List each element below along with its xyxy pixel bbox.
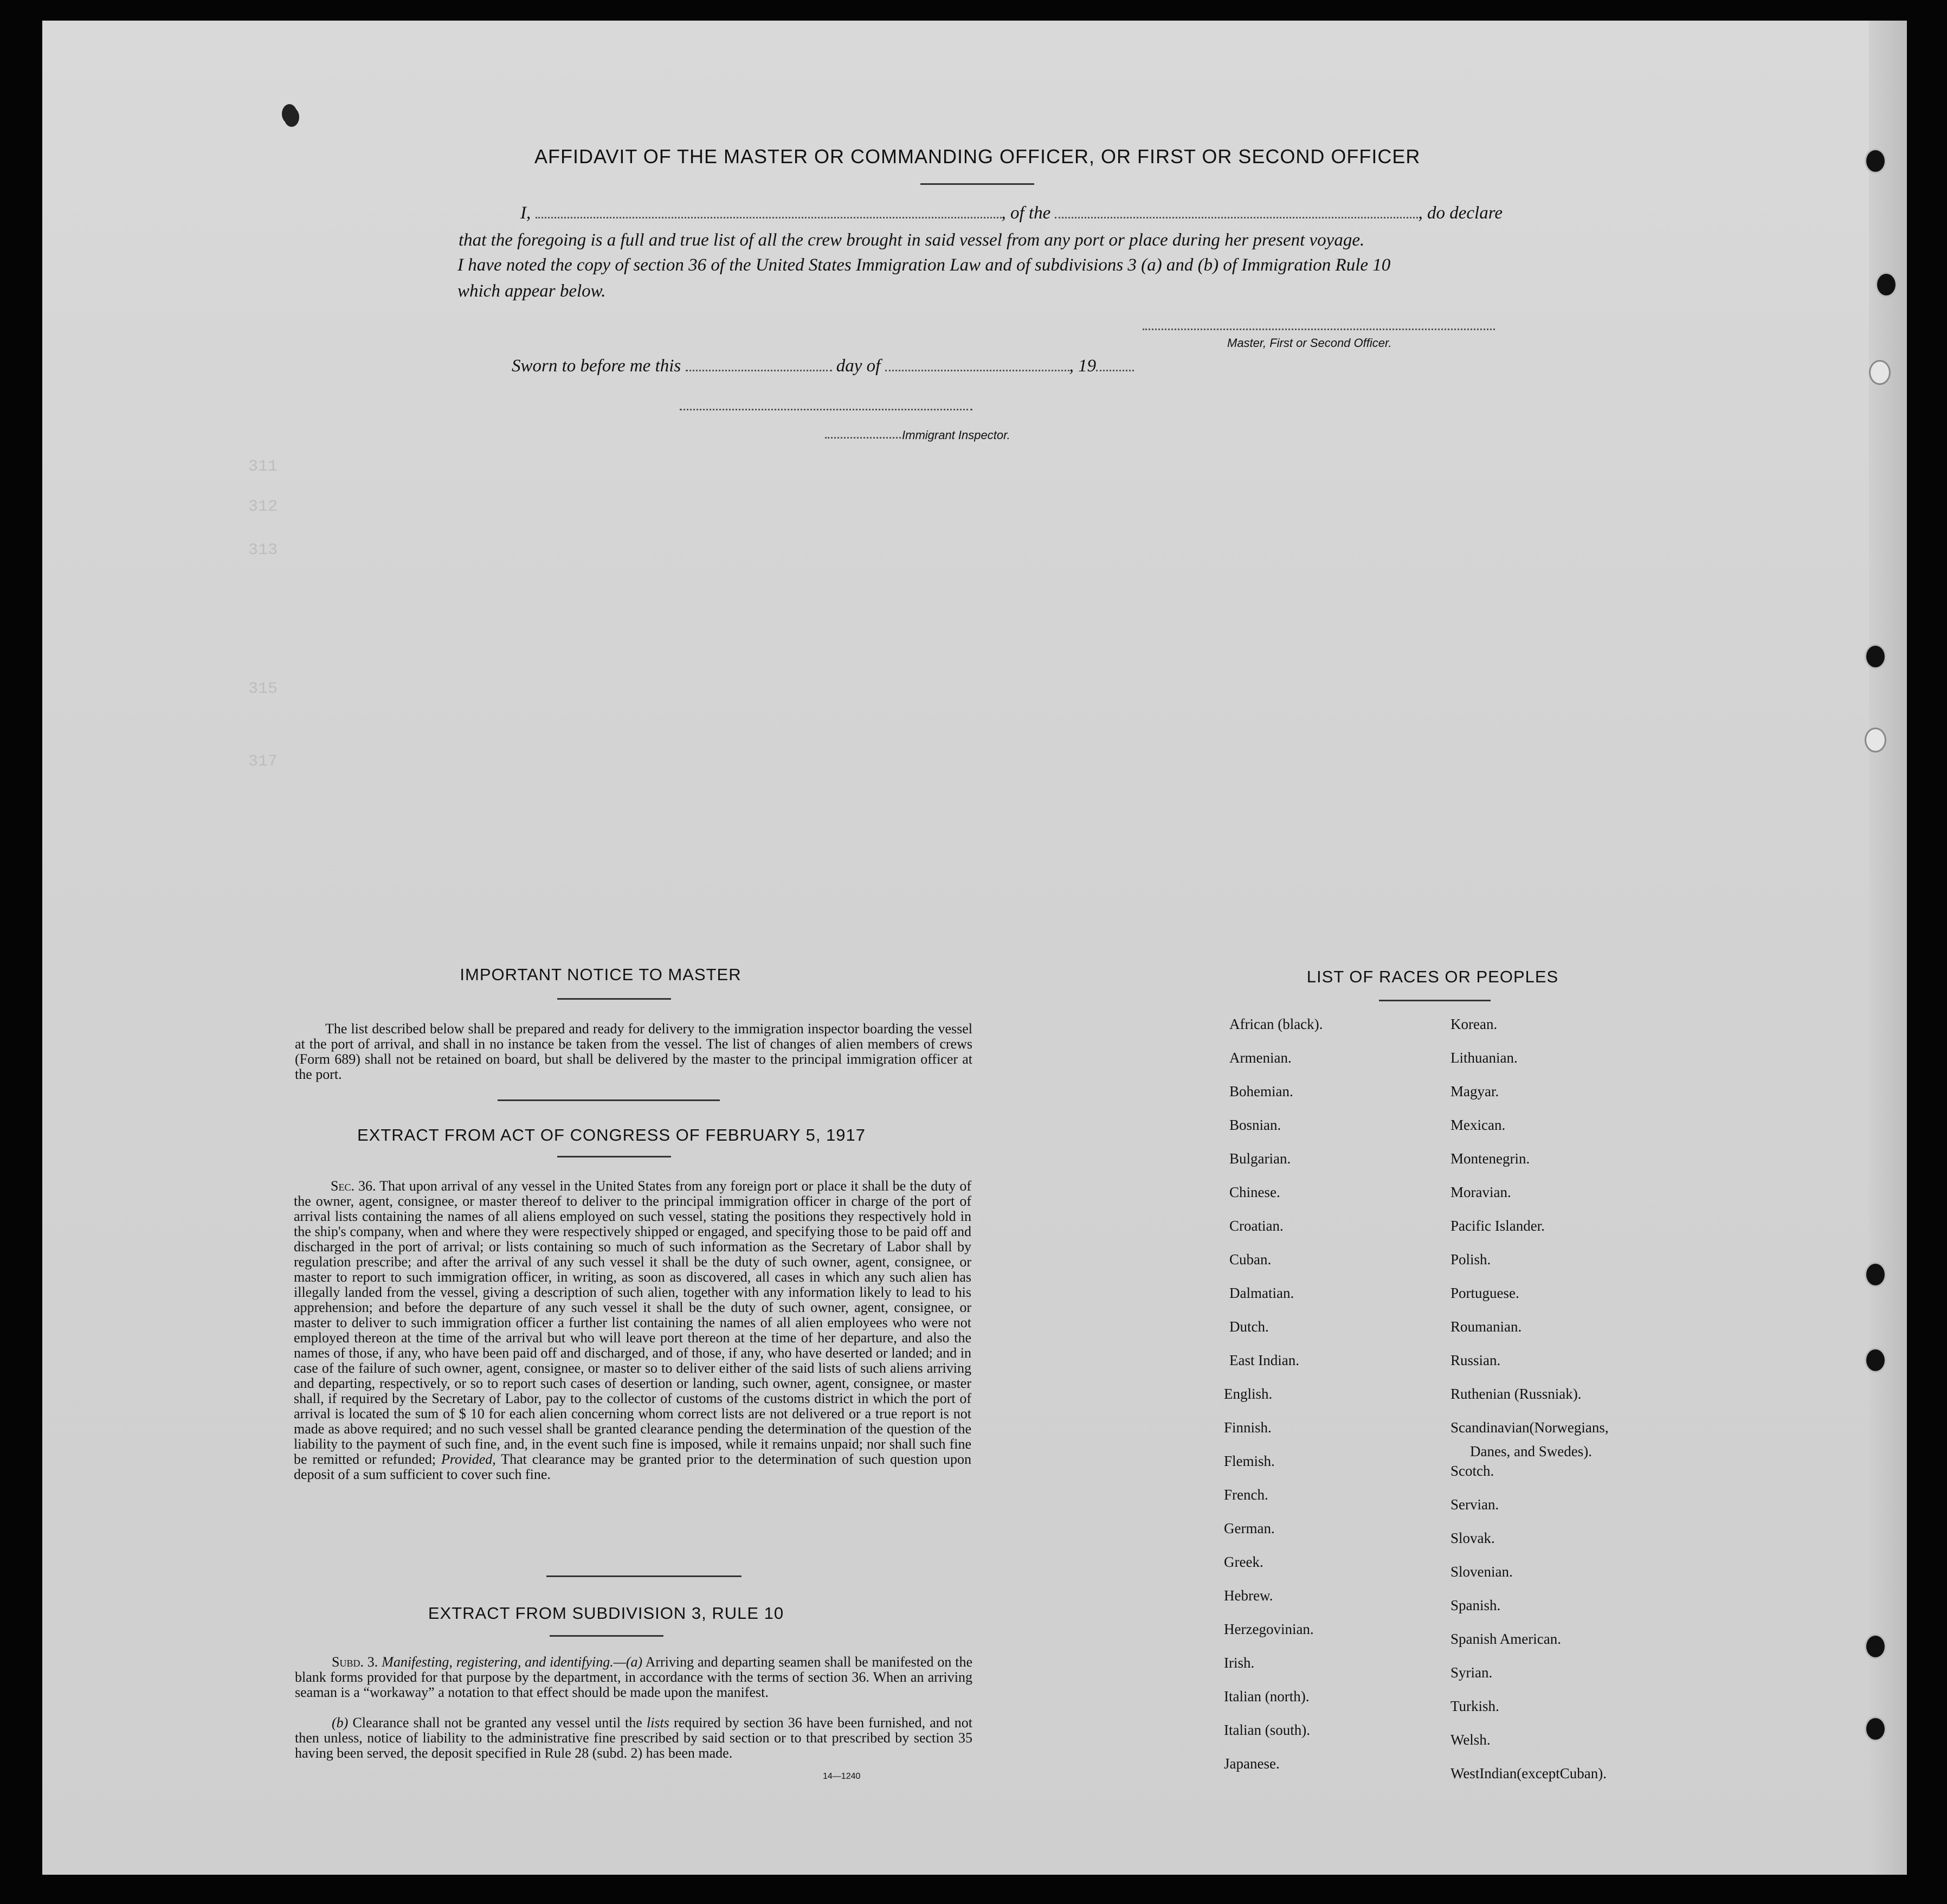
form-number: 14—1240 — [823, 1772, 861, 1781]
affidavit-title: AFFIDAVIT OF THE MASTER OR COMMANDING OFFICER, OR FIRST OR SECOND OFFICER — [534, 145, 1421, 168]
lists-word: lists — [646, 1715, 669, 1731]
document-page — [42, 21, 1907, 1875]
notice-text: The list described below shall be prepared and ready for delivery to the immigration inspector boarding the vessel at the port of arrival, and shall in no instance be taken from the vessel. The list of changes of alien members of crews (Form 689) shall not be retained on board, but shall be delivered by the master to the principal immigration officer at the port. — [295, 1021, 972, 1082]
race-item: Pacific Islander. — [1450, 1218, 1545, 1234]
binder-hole — [1865, 1348, 1886, 1373]
race-item: Montenegrin. — [1450, 1150, 1530, 1167]
race-item: Flemish. — [1224, 1453, 1275, 1469]
race-item: Dalmatian. — [1229, 1285, 1294, 1301]
subdivision-heading: Manifesting, registering, and identifying.—(a) — [382, 1654, 643, 1670]
subdivision-text-a: Arriving and departing seamen shall be manifested on the blank forms provided for that purpose by the department, in accordance with the terms of section 36. When an arriving seaman is a “workaway” a notation to that effect should be made upon the manifest. — [295, 1654, 972, 1700]
day-of-label: day of — [836, 356, 881, 376]
binder-hole — [1865, 149, 1886, 173]
race-item: Russian. — [1450, 1352, 1501, 1368]
year-prefix-label: , 19 — [1069, 356, 1097, 376]
day-blank[interactable] — [686, 356, 832, 371]
race-item: Slovak. — [1450, 1530, 1495, 1546]
race-item: Finnish. — [1224, 1419, 1272, 1436]
notice-title: IMPORTANT NOTICE TO MASTER — [460, 965, 742, 984]
race-item: Lithuanian. — [1450, 1050, 1518, 1066]
year-blank[interactable] — [1096, 356, 1134, 371]
affidavit-i-label: I, — [520, 203, 531, 223]
race-item: Herzegovinian. — [1224, 1621, 1314, 1637]
races-column-1 — [1224, 1016, 1419, 1802]
divider — [920, 183, 1034, 185]
race-item: Servian. — [1450, 1496, 1499, 1513]
name-blank[interactable] — [536, 203, 1002, 218]
inspector-short-line — [825, 437, 901, 439]
affidavit-line-1 — [476, 200, 1549, 227]
bleed-through-mark: 317 — [248, 752, 278, 771]
race-item: Hebrew. — [1224, 1587, 1273, 1604]
act-extract-title: EXTRACT FROM ACT OF CONGRESS OF FEBRUARY 5, 1917 — [357, 1125, 866, 1144]
affidavit-of-the: , of the — [1001, 203, 1051, 223]
sworn-label: Sworn to before me this — [512, 356, 681, 376]
race-item: Slovenian. — [1450, 1564, 1513, 1580]
affidavit-line-4: which appear below. — [457, 281, 606, 301]
race-item: Scotch. — [1450, 1463, 1494, 1479]
race-item: Korean. — [1450, 1016, 1498, 1032]
race-item: Spanish American. — [1450, 1631, 1561, 1647]
divider — [546, 1575, 742, 1577]
race-item: Cuban. — [1229, 1251, 1272, 1268]
binder-hole — [1865, 644, 1886, 669]
race-item: Greek. — [1224, 1554, 1263, 1570]
race-item: Turkish. — [1450, 1698, 1499, 1714]
race-item: German. — [1224, 1520, 1275, 1536]
race-item: WestIndian(exceptCuban). — [1450, 1765, 1607, 1781]
race-item: Bulgarian. — [1229, 1150, 1291, 1167]
sworn-line — [512, 352, 1271, 379]
binder-hole — [1875, 272, 1897, 297]
pin-mark — [282, 104, 297, 124]
binder-hole — [1865, 1262, 1886, 1287]
master-signature-line[interactable] — [1143, 329, 1495, 330]
race-item: Bosnian. — [1229, 1117, 1281, 1133]
race-item: Italian (south). — [1224, 1722, 1310, 1738]
affidavit-do-declare: , do declare — [1418, 203, 1503, 223]
inspector-signature-line[interactable] — [680, 409, 972, 410]
section-label: Sec. 36. — [331, 1178, 376, 1194]
section-body: That upon arrival of any vessel in the United States from any foreign port or place it shall be the duty of the owner, agent, consignee, or master thereof to deliver to the principal immigration officer in charge of the port of arrival lists containing the names of all aliens employed on such vessel, stating the positions they respectively hold in the ship's company, when and where they were respectively shipped or engaged, and specifying those to be paid off and discharged in the port of arrival; or lists containing so much of such information as the Secretary of Labor shall by regulation prescribe; and after the arrival of any such vessel it shall be the duty of such owner, agent, consignee, or master to report to such immigration officer, in writing, as soon as discovered, all cases in which any such alien has illegally landed from the vessel, giving a description of such alien, together with any information likely to lead to his apprehension; and before the departure of any such vessel it shall be the duty of such owner, agent, consignee, or master to deliver to such immigration officer a further list containing the names of all alien employees who were not employed thereon at the time of the arrival but who will leave port thereon at the time of her departure, and also the names of those, if any, who have been paid off and discharged, and of those, if any, who have deserted or landed; and in case of the failure of such owner, agent, consignee, or master so to deliver either of the said lists of such aliens arriving and departing, respectively, or so to report such cases of desertion or landing, such owner, agent, consignee, or master shall, if required by the Secretary of Labor, pay to the collector of customs of the customs district in which the port of arrival is located the sum of $ 10 for each alien concerning whom correct lists are not delivered or a true report is not made as above required; and no such vessel shall be granted clearance pending the determination of the question of the liability to the payment of such fine, and, in the event such fine is imposed, while it remains unpaid; nor shall such fine be remitted or refunded; — [294, 1178, 971, 1467]
vessel-blank[interactable] — [1055, 203, 1418, 218]
race-item: Dutch. — [1229, 1318, 1269, 1335]
race-item: French. — [1224, 1487, 1268, 1503]
divider — [498, 1099, 720, 1101]
rule-extract-text-a — [295, 1655, 972, 1700]
rule-extract-title: EXTRACT FROM SUBDIVISION 3, RULE 10 — [428, 1604, 784, 1623]
bleed-through-mark: 312 — [248, 498, 278, 516]
page-edge — [1869, 21, 1907, 1875]
race-item: Moravian. — [1450, 1184, 1511, 1200]
race-item: Portuguese. — [1450, 1285, 1519, 1301]
clause-b-text-2: required by section 36 have been furnished, and not then unless, notice of liability to the administrative fine prescribed by said section or to that prescribed by section 35 having been served, the deposit specified in Rule 28 (subd. 2) has been made. — [295, 1715, 973, 1761]
races-column-2 — [1450, 1016, 1722, 1802]
bleed-through-mark: 313 — [248, 541, 278, 559]
race-item: Syrian. — [1450, 1664, 1493, 1681]
act-extract-text — [294, 1179, 971, 1482]
divider — [557, 998, 671, 1000]
bleed-through-mark: 311 — [248, 458, 278, 476]
race-item: Chinese. — [1229, 1184, 1280, 1200]
provided-word: Provided, — [441, 1451, 496, 1467]
race-item: Roumanian. — [1450, 1318, 1522, 1335]
binder-hole — [1869, 360, 1891, 385]
clause-b-text-1: Clearance shall not be granted any vessel until the — [352, 1715, 642, 1731]
section-body-end: That clearance may be granted prior to the determination of such question upon deposit of a sum sufficient to cover such fine. — [294, 1451, 972, 1482]
race-item: African (black). — [1229, 1016, 1323, 1032]
race-item: Irish. — [1224, 1655, 1255, 1671]
race-item: Welsh. — [1450, 1732, 1491, 1748]
race-item: Ruthenian (Russniak). — [1450, 1386, 1582, 1402]
clause-b-label: (b) — [332, 1715, 349, 1731]
race-item: Armenian. — [1229, 1050, 1292, 1066]
binder-hole — [1865, 1716, 1886, 1741]
race-item: English. — [1224, 1386, 1273, 1402]
race-item: Bohemian. — [1229, 1083, 1293, 1099]
inspector-label: Immigrant Inspector. — [902, 428, 1010, 442]
race-item: Spanish. — [1450, 1597, 1501, 1613]
month-blank[interactable] — [885, 356, 1069, 371]
race-item: Croatian. — [1229, 1218, 1284, 1234]
binder-hole — [1865, 1634, 1886, 1659]
affidavit-line-3: I have noted the copy of section 36 of the United States Immigration Law and of subdivisions 3 (a) and (b) of Immigration Rule 10 — [457, 255, 1391, 275]
race-item: Italian (north). — [1224, 1688, 1310, 1704]
race-item: Magyar. — [1450, 1083, 1499, 1099]
divider — [1379, 1000, 1491, 1001]
race-item: Mexican. — [1450, 1117, 1506, 1133]
binder-hole — [1865, 728, 1886, 752]
races-title: LIST OF RACES OR PEOPLES — [1306, 967, 1559, 986]
rule-extract-text-b — [295, 1715, 972, 1761]
divider — [557, 1156, 671, 1157]
bleed-through-mark: 315 — [248, 680, 278, 698]
master-signature-label: Master, First or Second Officer. — [1227, 336, 1392, 350]
divider — [550, 1635, 663, 1637]
race-item: Scandinavian(Norwegians, — [1450, 1419, 1609, 1436]
race-item: East Indian. — [1229, 1352, 1299, 1368]
race-item: Polish. — [1450, 1251, 1491, 1268]
race-item: Japanese. — [1224, 1755, 1280, 1772]
affidavit-line-2: that the foregoing is a full and true list of all the crew brought in said vessel from any port or place during her present voyage. — [459, 230, 1365, 250]
subdivision-label: Subd. 3. — [332, 1654, 378, 1670]
race-item: Danes, and Swedes). — [1470, 1443, 1592, 1459]
